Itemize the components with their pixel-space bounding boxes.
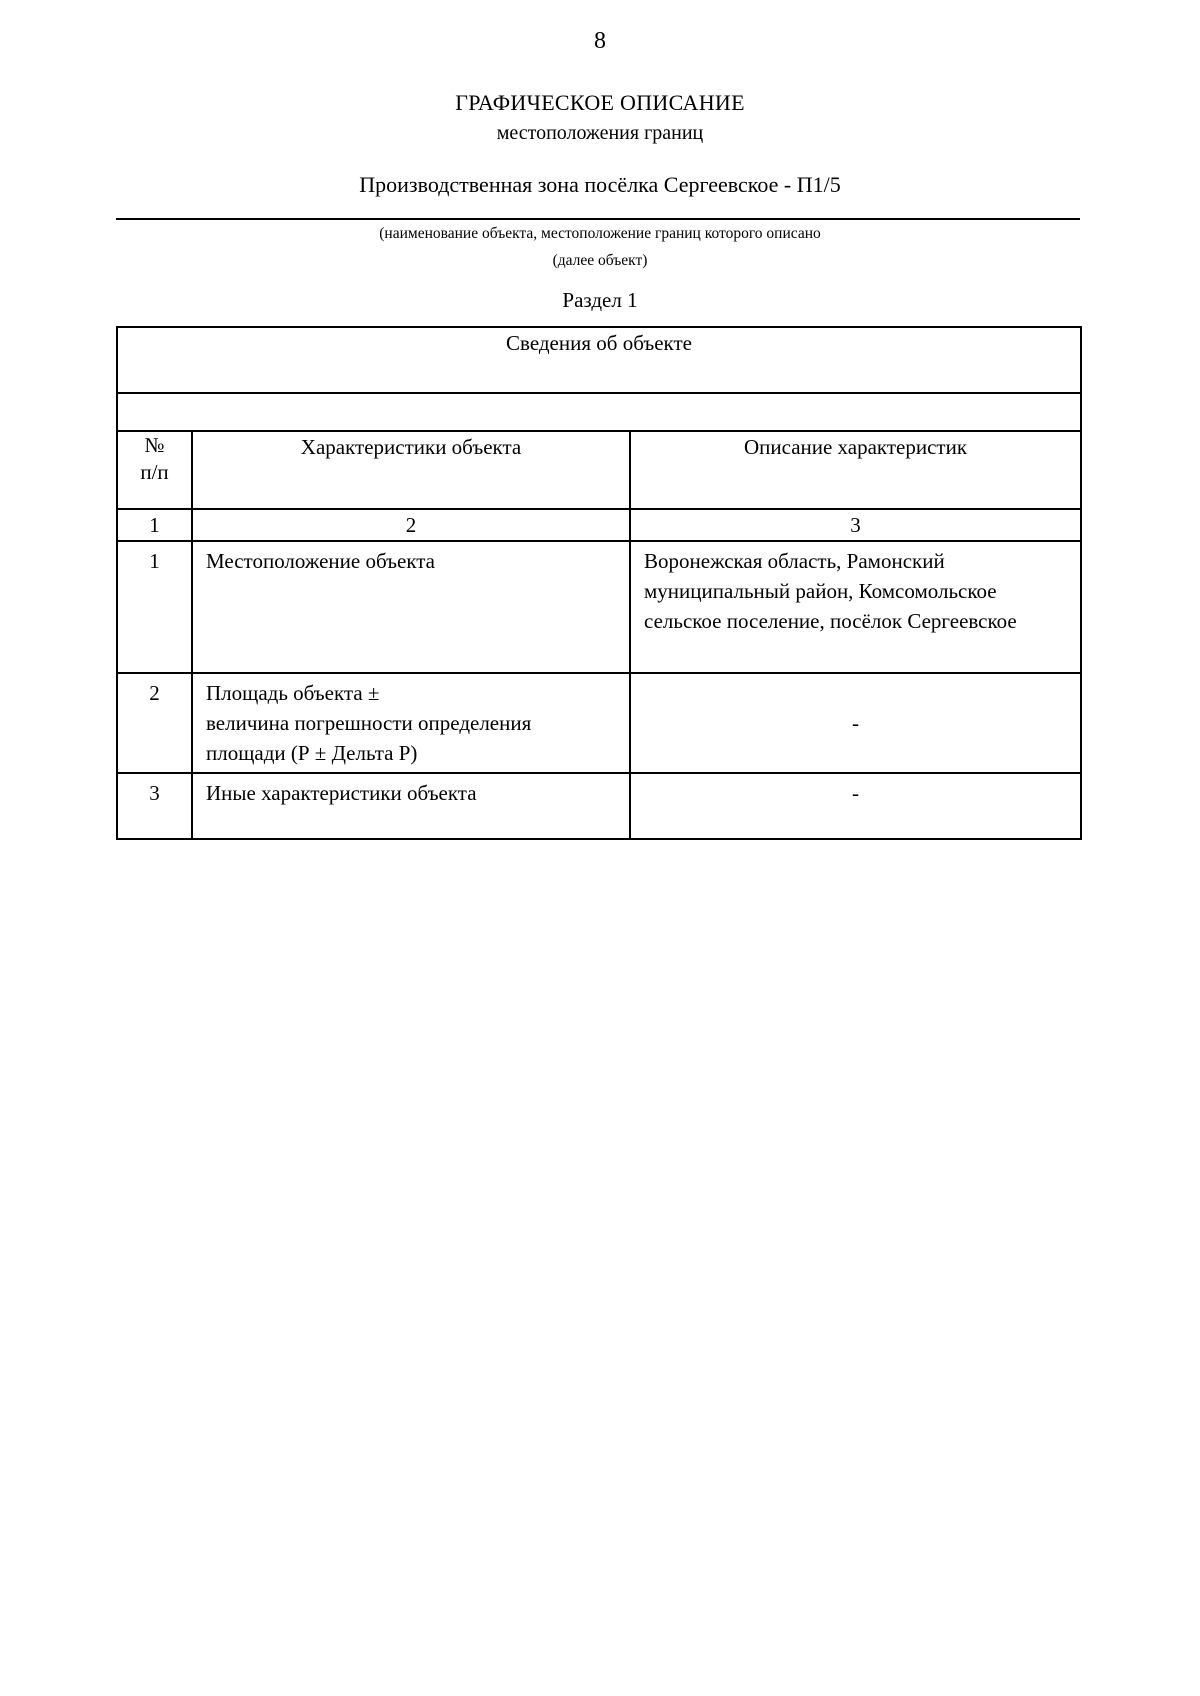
- row-characteristic-line-2: величина погрешности определения: [206, 711, 532, 735]
- row-characteristic: Местоположение объекта: [192, 541, 630, 673]
- table-header: Сведения об объекте: [117, 327, 1081, 393]
- column-header-number: [117, 431, 192, 509]
- page-number: 8: [594, 28, 606, 54]
- object-name: Производственная зона посёлка Сергеевское - П1/5: [359, 172, 841, 197]
- table-empty-row: [117, 393, 1081, 431]
- object-name-underline: [116, 218, 1080, 220]
- row-number: 1: [117, 541, 192, 673]
- column-index-3: 3: [630, 509, 1081, 541]
- document-subtitle: местоположения границ: [496, 122, 704, 144]
- object-caption-line-1: (наименование объекта, местоположение границ которого описано: [379, 225, 821, 242]
- row-number: 3: [117, 773, 192, 839]
- column-index-1: 1: [117, 509, 192, 541]
- column-header-number-line-2: п/п: [140, 460, 169, 484]
- row-characteristic: [192, 673, 630, 773]
- table-column-headers: [117, 431, 1081, 509]
- object-caption-line-2: (далее объект): [552, 252, 648, 269]
- object-info-table: [116, 326, 1082, 840]
- column-index-2: 2: [192, 509, 630, 541]
- table-header-row: [117, 327, 1081, 393]
- row-characteristic-line-1: Площадь объекта ±: [206, 681, 380, 705]
- row-description: -: [630, 773, 1081, 839]
- row-description: Воронежская область, Рамонский муниципальный район, Комсомольское сельское поселение, посёлок Сергеевское: [630, 541, 1081, 673]
- row-description: -: [630, 673, 1081, 773]
- table-empty-cell: [117, 393, 1081, 431]
- table-column-index-row: [117, 509, 1081, 541]
- row-characteristic: Иные характеристики объекта: [192, 773, 630, 839]
- row-characteristic-line-3: площади (Р ± Дельта Р): [206, 741, 418, 765]
- section-title: Раздел 1: [562, 288, 638, 312]
- table-row: [117, 673, 1081, 773]
- table-row: [117, 773, 1081, 839]
- table-row: [117, 541, 1081, 673]
- column-header-description: Описание характеристик: [630, 431, 1081, 509]
- document-title: ГРАФИЧЕСКОЕ ОПИСАНИЕ: [455, 90, 745, 115]
- column-header-characteristics: Характеристики объекта: [192, 431, 630, 509]
- column-header-number-line-1: №: [144, 433, 165, 457]
- row-number: 2: [117, 673, 192, 773]
